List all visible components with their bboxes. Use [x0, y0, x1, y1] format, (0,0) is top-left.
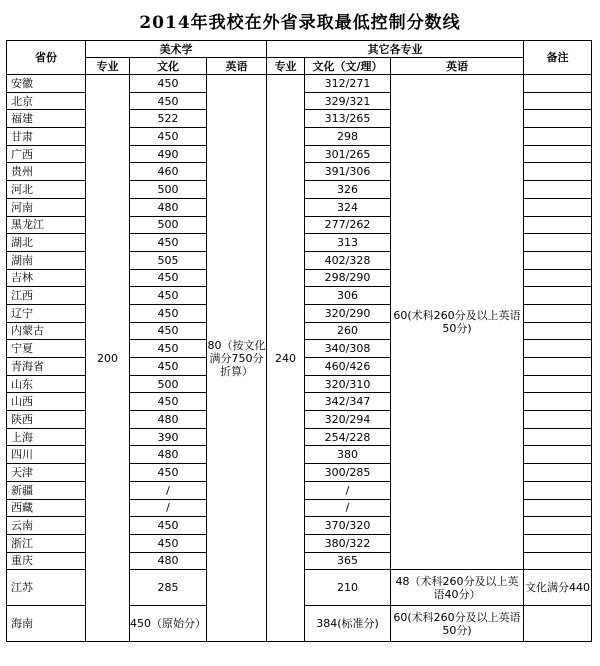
art-culture-cell: 450 — [130, 92, 207, 110]
other-english-cell: 60(术科260分及以上英语50分) — [391, 606, 524, 642]
art-culture-cell: 450 — [130, 517, 207, 535]
notes-cell — [524, 499, 592, 517]
other-culture-cell: / — [305, 481, 391, 499]
art-english-cell: 80（按文化满分750分折算） — [207, 75, 267, 642]
other-culture-cell: 365 — [305, 552, 391, 570]
art-culture-cell: 390 — [130, 428, 207, 446]
art-major-cell: 200 — [86, 75, 130, 642]
other-culture-cell: 306 — [305, 287, 391, 305]
art-culture-cell: 500 — [130, 375, 207, 393]
art-culture-cell: 450 — [130, 464, 207, 482]
other-culture-cell: / — [305, 499, 391, 517]
art-culture-cell: 500 — [130, 216, 207, 234]
header-art-english: 英语 — [207, 58, 267, 75]
province-cell: 上海 — [7, 428, 86, 446]
other-culture-cell: 342/347 — [305, 393, 391, 411]
header-art-major: 专业 — [86, 58, 130, 75]
art-culture-cell: 450 — [130, 128, 207, 146]
notes-cell — [524, 393, 592, 411]
notes-cell — [524, 552, 592, 570]
province-cell: 安徽 — [7, 75, 86, 93]
notes-cell — [524, 517, 592, 535]
other-culture-cell: 298/290 — [305, 269, 391, 287]
other-culture-cell: 326 — [305, 181, 391, 199]
notes-cell — [524, 534, 592, 552]
other-culture-cell: 324 — [305, 198, 391, 216]
notes-cell — [524, 304, 592, 322]
other-culture-cell: 313 — [305, 234, 391, 252]
province-cell: 四川 — [7, 446, 86, 464]
notes-cell — [524, 411, 592, 429]
notes-cell — [524, 251, 592, 269]
notes-cell — [524, 358, 592, 376]
province-cell: 广西 — [7, 145, 86, 163]
art-culture-cell: 480 — [130, 552, 207, 570]
province-cell: 青海省 — [7, 358, 86, 376]
header-row-1 — [7, 41, 592, 58]
notes-cell — [524, 269, 592, 287]
notes-cell — [524, 464, 592, 482]
art-culture-cell: 490 — [130, 145, 207, 163]
other-culture-cell: 277/262 — [305, 216, 391, 234]
other-culture-cell: 260 — [305, 322, 391, 340]
notes-cell — [524, 145, 592, 163]
other-culture-cell: 384(标准分) — [305, 606, 391, 642]
other-culture-cell: 210 — [305, 570, 391, 606]
art-culture-cell: 450 — [130, 287, 207, 305]
province-cell: 黑龙江 — [7, 216, 86, 234]
notes-cell: 文化满分440 — [524, 570, 592, 606]
header-other-english: 英语 — [391, 58, 524, 75]
art-culture-cell: 450 — [130, 340, 207, 358]
other-culture-cell: 460/426 — [305, 358, 391, 376]
province-cell: 内蒙古 — [7, 322, 86, 340]
art-culture-cell: 285 — [130, 570, 207, 606]
other-culture-cell: 380/322 — [305, 534, 391, 552]
header-other-major: 专业 — [267, 58, 305, 75]
province-cell: 江苏 — [7, 570, 86, 606]
notes-cell — [524, 234, 592, 252]
art-culture-cell: 450 — [130, 358, 207, 376]
other-culture-cell: 370/320 — [305, 517, 391, 535]
province-cell: 吉林 — [7, 269, 86, 287]
table-row — [7, 75, 592, 93]
other-culture-cell: 312/271 — [305, 75, 391, 93]
art-culture-cell: 450 — [130, 269, 207, 287]
art-culture-cell: 460 — [130, 163, 207, 181]
art-culture-cell: / — [130, 499, 207, 517]
art-culture-cell: 522 — [130, 110, 207, 128]
header-province: 省份 — [7, 41, 86, 75]
notes-cell — [524, 340, 592, 358]
notes-cell — [524, 110, 592, 128]
province-cell: 云南 — [7, 517, 86, 535]
province-cell: 贵州 — [7, 163, 86, 181]
other-culture-cell: 320/310 — [305, 375, 391, 393]
art-culture-cell: 450 — [130, 393, 207, 411]
notes-cell — [524, 92, 592, 110]
province-cell: 辽宁 — [7, 304, 86, 322]
province-cell: 甘肃 — [7, 128, 86, 146]
notes-cell — [524, 216, 592, 234]
score-table — [6, 40, 592, 642]
other-culture-cell: 329/321 — [305, 92, 391, 110]
header-art: 美术学 — [86, 41, 267, 58]
other-culture-cell: 301/265 — [305, 145, 391, 163]
other-culture-cell: 254/228 — [305, 428, 391, 446]
province-cell: 河南 — [7, 198, 86, 216]
province-cell: 浙江 — [7, 534, 86, 552]
other-culture-cell: 402/328 — [305, 251, 391, 269]
province-cell: 河北 — [7, 181, 86, 199]
art-culture-cell: 450 — [130, 75, 207, 93]
province-cell: 福建 — [7, 110, 86, 128]
province-cell: 北京 — [7, 92, 86, 110]
province-cell: 湖北 — [7, 234, 86, 252]
art-culture-cell: 450 — [130, 304, 207, 322]
notes-cell — [524, 198, 592, 216]
province-cell: 海南 — [7, 606, 86, 642]
province-cell: 陕西 — [7, 411, 86, 429]
province-cell: 山东 — [7, 375, 86, 393]
other-english-cell: 60(术科260分及以上英语50分) — [391, 75, 524, 570]
other-culture-cell: 300/285 — [305, 464, 391, 482]
header-notes: 备注 — [524, 41, 592, 75]
other-major-cell: 240 — [267, 75, 305, 642]
other-culture-cell: 391/306 — [305, 163, 391, 181]
notes-cell — [524, 375, 592, 393]
notes-cell — [524, 481, 592, 499]
art-culture-cell: 480 — [130, 198, 207, 216]
other-culture-cell: 340/308 — [305, 340, 391, 358]
other-english-cell: 48（术科260分及以上英语40分） — [391, 570, 524, 606]
notes-cell — [524, 606, 592, 642]
notes-cell — [524, 163, 592, 181]
header-other: 其它各专业 — [267, 41, 524, 58]
other-culture-cell: 320/290 — [305, 304, 391, 322]
province-cell: 山西 — [7, 393, 86, 411]
art-culture-cell: / — [130, 481, 207, 499]
province-cell: 重庆 — [7, 552, 86, 570]
notes-cell — [524, 446, 592, 464]
notes-cell — [524, 428, 592, 446]
province-cell: 江西 — [7, 287, 86, 305]
province-cell: 新疆 — [7, 481, 86, 499]
province-cell: 宁夏 — [7, 340, 86, 358]
art-culture-cell: 500 — [130, 181, 207, 199]
art-culture-cell: 450 — [130, 322, 207, 340]
art-culture-cell: 480 — [130, 411, 207, 429]
header-art-culture: 文化 — [130, 58, 207, 75]
notes-cell — [524, 75, 592, 93]
province-cell: 西藏 — [7, 499, 86, 517]
art-culture-cell: 480 — [130, 446, 207, 464]
other-culture-cell: 320/294 — [305, 411, 391, 429]
notes-cell — [524, 322, 592, 340]
notes-cell — [524, 128, 592, 146]
notes-cell — [524, 287, 592, 305]
art-culture-cell: 450 — [130, 234, 207, 252]
header-other-culture: 文化（文/理） — [305, 58, 391, 75]
notes-cell — [524, 181, 592, 199]
art-culture-cell: 505 — [130, 251, 207, 269]
province-cell: 湖南 — [7, 251, 86, 269]
art-culture-cell: 450 — [130, 534, 207, 552]
other-culture-cell: 313/265 — [305, 110, 391, 128]
other-culture-cell: 380 — [305, 446, 391, 464]
page-title: 2014年我校在外省录取最低控制分数线 — [139, 13, 461, 33]
header-row-2 — [7, 58, 592, 75]
province-cell: 天津 — [7, 464, 86, 482]
other-culture-cell: 298 — [305, 128, 391, 146]
art-culture-cell: 450（原始分） — [130, 606, 207, 642]
